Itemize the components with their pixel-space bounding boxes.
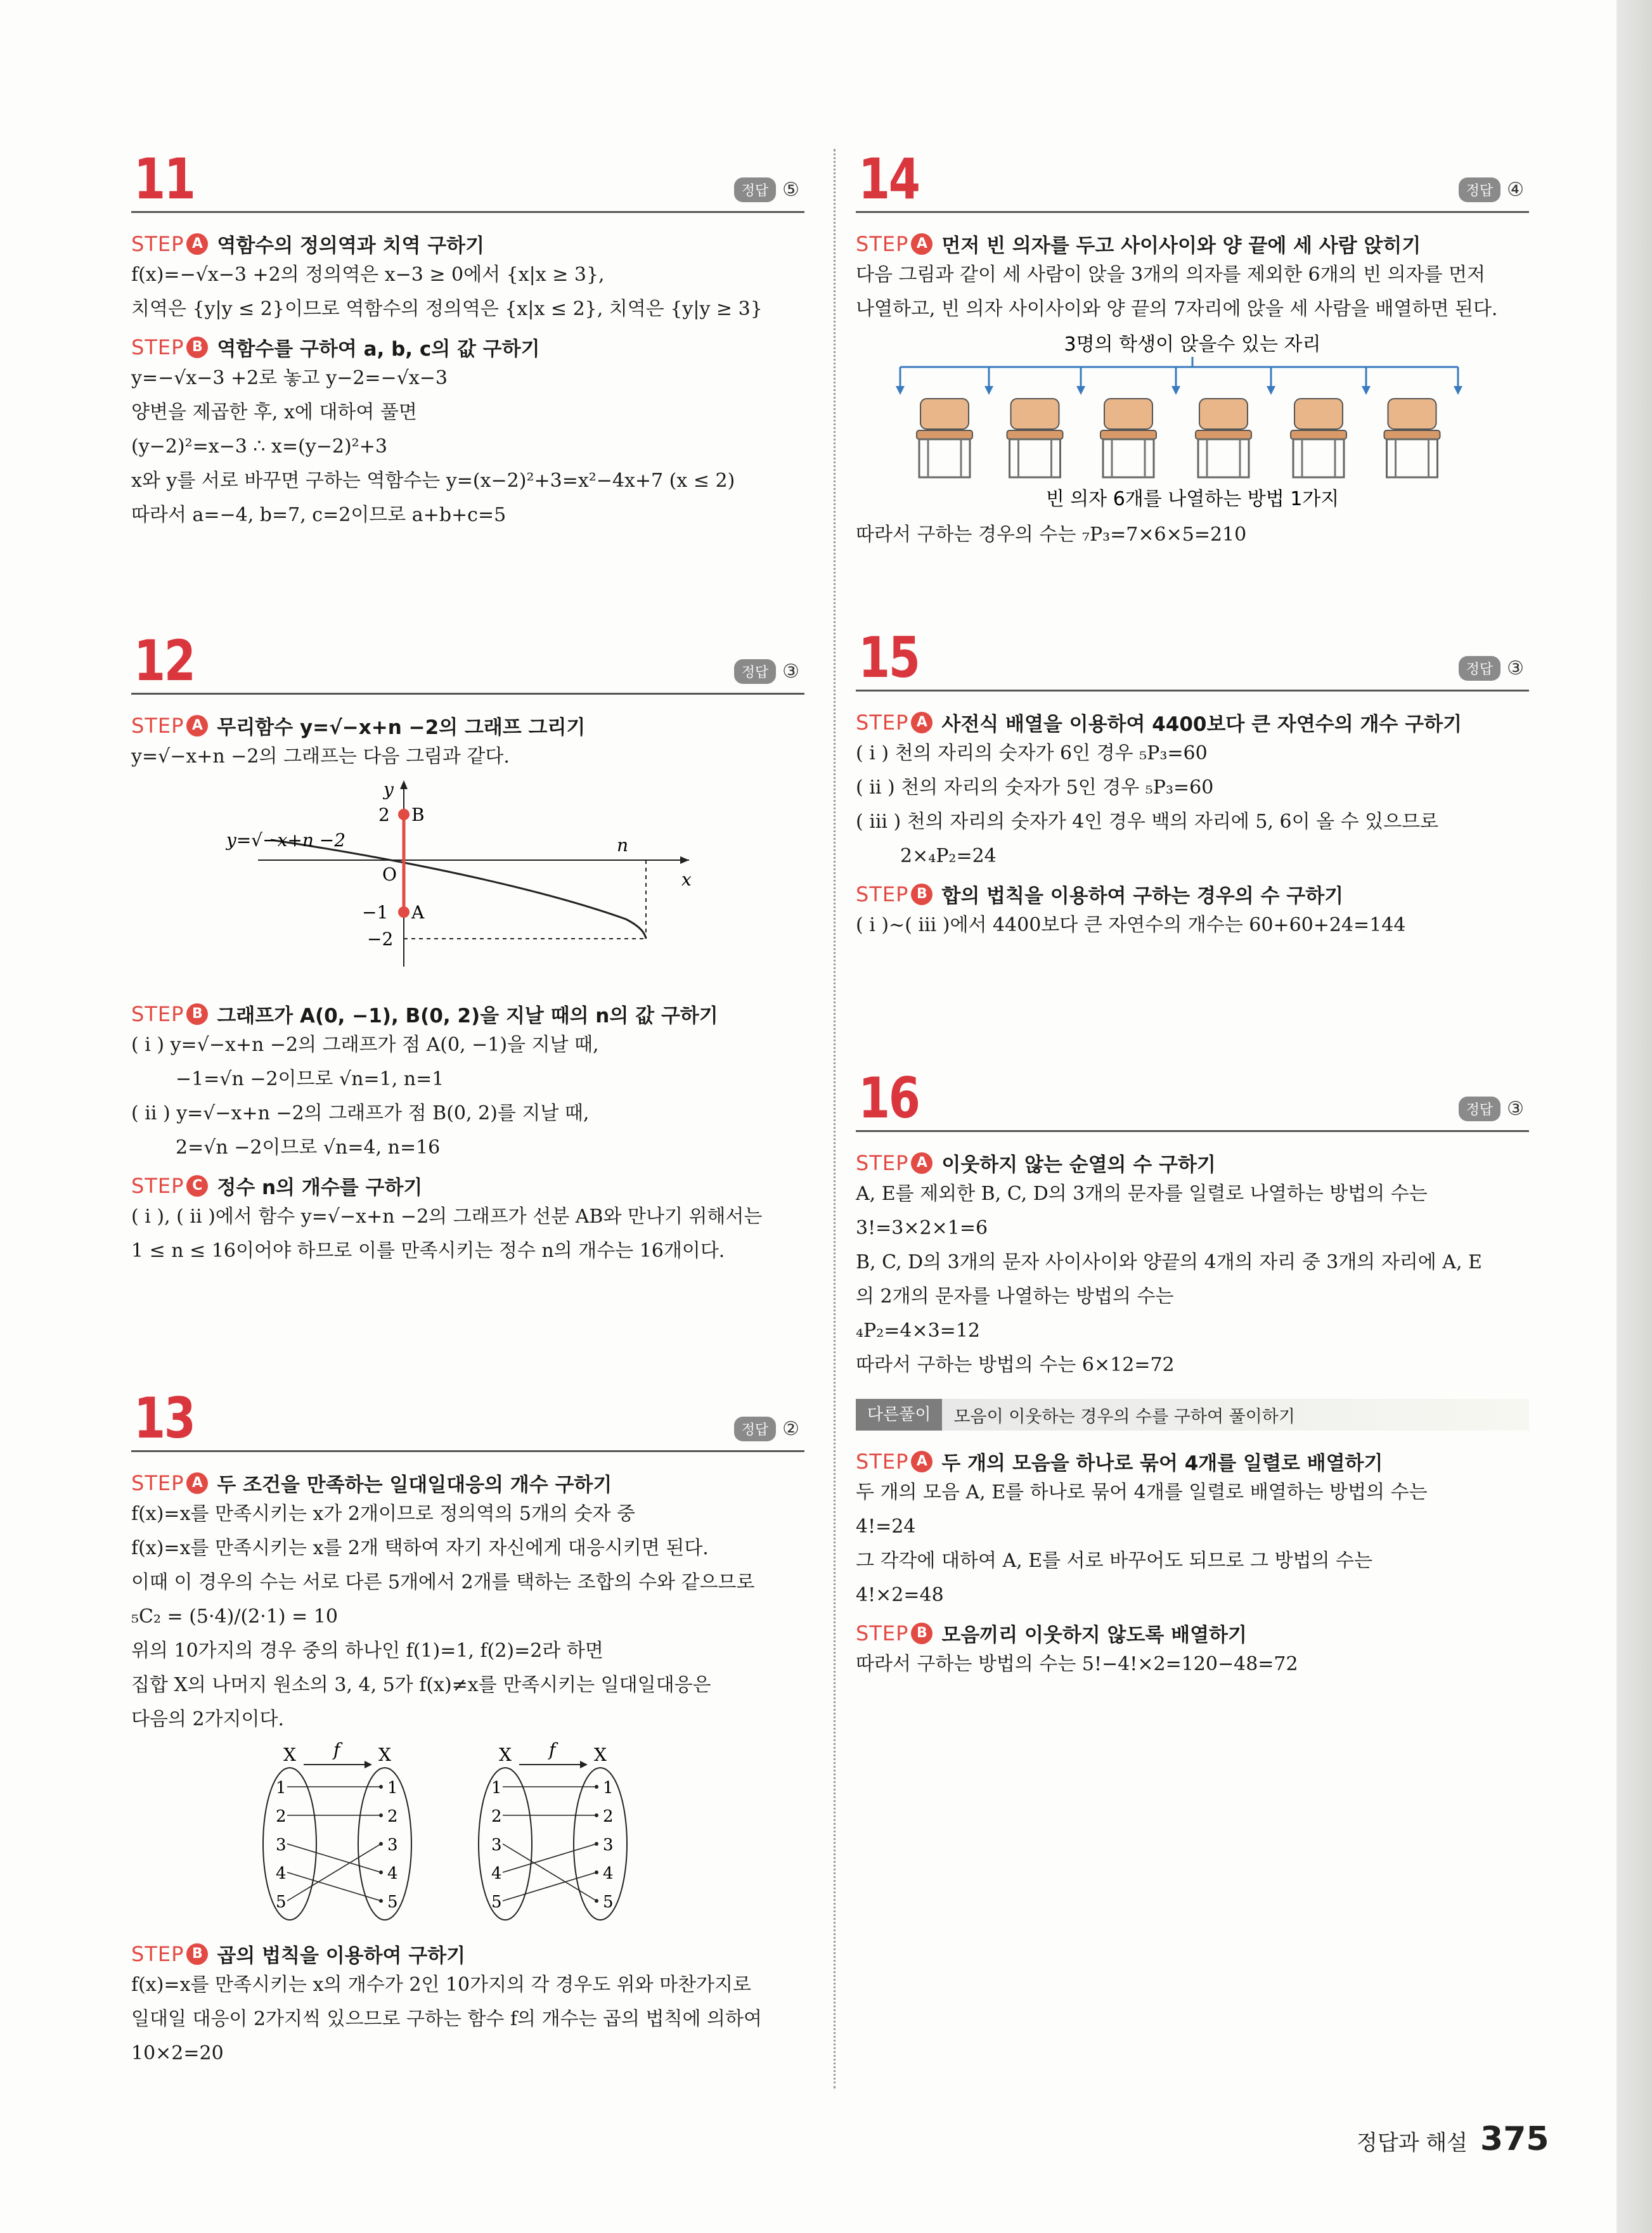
set-label: X — [499, 1744, 512, 1765]
codomain-element: 4 — [387, 1864, 398, 1883]
seat-arrow-head — [1076, 386, 1085, 395]
text-line: f(x)=x를 만족시키는 x의 개수가 2인 10가지의 각 경우도 위와 마찬가지로 — [131, 1974, 751, 1996]
chair — [1384, 399, 1440, 477]
text-line: f(x)=x를 만족시키는 x가 2개이므로 정의역의 5개의 숫자 중 — [131, 1503, 635, 1525]
text-line: ( i ), ( ii )에서 함수 y=√−x+n −2의 그래프가 선분 AB와 만나기 위해서는 — [131, 1206, 763, 1228]
answer-value: ② — [782, 1418, 799, 1440]
page-number: 375 — [1480, 2120, 1549, 2158]
element-arrow-head — [379, 1785, 383, 1789]
step-heading: STEP A 이웃하지 않는 순열의 수 구하기 — [856, 1150, 1216, 1176]
problem-15 — [856, 627, 1529, 943]
domain-set — [479, 1768, 532, 1920]
set-label: X — [378, 1744, 391, 1765]
b-name: B — [411, 804, 425, 825]
text-line: ( i ) y=√−x+n −2의 그래프가 점 A(0, −1)을 지날 때, — [131, 1034, 599, 1056]
text-line: ( iii ) 천의 자리의 숫자가 4인 경우 백의 자리에 5, 6이 올 수 있으므로 — [856, 811, 1439, 833]
text-line: 4!×2=48 — [856, 1584, 944, 1606]
n-label: n — [617, 835, 629, 856]
function-label: f — [549, 1739, 556, 1760]
element-arrow — [503, 1844, 597, 1872]
y-axis-arrow — [400, 780, 408, 789]
answer-badge: 정답 — [734, 1417, 777, 1441]
curve — [271, 840, 646, 939]
mapping-arrow-head — [580, 1761, 588, 1768]
seat-arrow-head — [1362, 386, 1371, 395]
text-line: f(x)=x를 만족시키는 x를 2개 택하여 자기 자신에게 대응시키면 된다. — [131, 1537, 709, 1559]
text-line: 치역은 {y|y ≤ 2}이므로 역함수의 정의역은 {x|x ≤ 2}, 치역은 {y|y ≥ 3} — [131, 298, 763, 320]
mapping-diagrams — [131, 1739, 804, 1929]
codomain-element: 1 — [603, 1779, 614, 1798]
a-value: −1 — [362, 902, 389, 923]
text-line: ₅C₂ = (5·4)/(2·1) = 10 — [131, 1606, 338, 1628]
chair — [1196, 399, 1251, 477]
x-axis-arrow — [680, 856, 689, 864]
text-line: 따라서 구하는 방법의 수는 6×12=72 — [856, 1354, 1175, 1376]
problem-number: 14 — [858, 146, 919, 212]
set-label: X — [594, 1744, 607, 1765]
domain-element: 2 — [491, 1807, 502, 1826]
answer-badge: 정답 — [1459, 177, 1501, 202]
text-line: ( i )~( iii )에서 4400보다 큰 자연수의 개수는 60+60+24=144 — [856, 914, 1406, 936]
footer-section: 정답과 해설 — [1357, 2130, 1468, 2156]
text-line: 나열하고, 빈 의자 사이사이와 양 끝의 7자리에 앉을 세 사람을 배열하면 된다. — [856, 298, 1498, 320]
text-line: 4!=24 — [856, 1515, 916, 1538]
seat-arrow-head — [896, 386, 905, 395]
chair — [1100, 399, 1156, 477]
problem-number: 13 — [134, 1386, 195, 1451]
text-line: 1 ≤ n ≤ 16이어야 하므로 이를 만족시키는 정수 n의 개수는 16개이다. — [131, 1240, 725, 1262]
radical-graph — [131, 776, 804, 986]
answer — [734, 659, 799, 684]
figure-bottom-label: 빈 의자 6개를 나열하는 방법 1가지 — [1045, 488, 1339, 510]
problem-number: 15 — [858, 625, 919, 690]
text-line: x와 y를 서로 바꾸면 구하는 역함수는 y=(x−2)²+3=x²−4x+7 (x ≤ 2) — [131, 470, 735, 492]
step-heading: STEP A 두 조건을 만족하는 일대일대응의 개수 구하기 — [131, 1470, 612, 1496]
problem-11 — [131, 146, 804, 532]
text-line: 그 각각에 대하여 A, E를 서로 바꾸어도 되므로 그 방법의 수는 — [856, 1550, 1373, 1572]
codomain-set — [574, 1768, 627, 1920]
chairs-figure — [856, 329, 1529, 513]
codomain-element: 1 — [387, 1779, 398, 1798]
answer — [1459, 177, 1524, 202]
answer-value: ③ — [1507, 657, 1524, 679]
chair — [917, 399, 972, 477]
seat-arrow-head — [984, 386, 993, 395]
step-heading: STEP A 먼저 빈 의자를 두고 사이사이와 양 끝에 세 사람 앉히기 — [856, 231, 1421, 257]
text-line: y=√−x+n −2의 그래프는 다음 그림과 같다. — [131, 745, 510, 768]
domain-set — [263, 1768, 316, 1920]
answer-value: ③ — [782, 660, 799, 683]
element-arrow-head — [595, 1785, 598, 1789]
answer-badge: 정답 — [1459, 1097, 1501, 1121]
element-arrow — [503, 1844, 597, 1901]
problem-header — [131, 146, 804, 213]
problem-header — [856, 146, 1529, 213]
text-line: 3!=3×2×1=6 — [856, 1217, 988, 1239]
text-line: 의 2개의 문자를 나열하는 방법의 수는 — [856, 1285, 1174, 1308]
point-b — [398, 809, 410, 820]
codomain-set — [358, 1768, 411, 1920]
point-a — [398, 906, 410, 918]
step-heading: STEP B 모음끼리 이웃하지 않도록 배열하기 — [856, 1621, 1247, 1647]
text-line: 따라서 a=−4, b=7, c=2이므로 a+b+c=5 — [131, 504, 507, 526]
codomain-element: 5 — [387, 1893, 398, 1912]
step-heading: STEP A 무리함수 y=√−x+n −2의 그래프 그리기 — [131, 713, 586, 739]
answer-value: ⑤ — [782, 179, 799, 201]
alt-text: 모음이 이웃하는 경우의 수를 구하여 풀이하기 — [953, 1406, 1295, 1427]
domain-element: 5 — [491, 1893, 502, 1912]
codomain-element: 3 — [603, 1836, 614, 1855]
element-arrow-head — [379, 1899, 383, 1903]
set-label: X — [283, 1744, 296, 1765]
b-value: 2 — [378, 804, 390, 825]
problem-number: 16 — [858, 1065, 919, 1131]
text-line: (y−2)²=x−3 ∴ x=(y−2)²+3 — [131, 435, 387, 458]
answer-badge: 정답 — [734, 659, 777, 684]
text-line: 일대일 대응이 2가지씩 있으므로 구하는 함수 f의 개수는 곱의 법칙에 의하여 — [131, 2008, 762, 2030]
figure-top-label: 3명의 학생이 앉을수 있는 자리 — [1064, 333, 1321, 356]
text-line: 다음의 2가지이다. — [131, 1708, 285, 1730]
text-line: 다음 그림과 같이 세 사람이 앉을 3개의 의자를 제외한 6개의 빈 의자를 먼저 — [856, 264, 1486, 286]
step-heading: STEP B 합의 법칙을 이용하여 구하는 경우의 수 구하기 — [856, 882, 1344, 908]
text-line: B, C, D의 3개의 문자 사이사이와 양끝의 4개의 자리 중 3개의 자리에 A, E — [856, 1251, 1482, 1273]
seat-arrow-head — [1171, 386, 1180, 395]
text-line: 두 개의 모음 A, E를 하나로 묶어 4개를 일렬로 배열하는 방법의 수는 — [856, 1481, 1428, 1503]
text-line: −1=√n −2이므로 √n=1, n=1 — [176, 1068, 444, 1090]
text-line: y=−√x−3 +2로 놓고 y−2=−√x−3 — [131, 367, 448, 389]
problem-12 — [131, 628, 804, 1268]
problem-14 — [856, 146, 1529, 552]
domain-element: 4 — [491, 1864, 502, 1883]
answer — [1459, 1097, 1524, 1121]
problem-header — [131, 1388, 804, 1452]
function-label: f — [333, 1739, 340, 1760]
text-line: ( ii ) 천의 자리의 숫자가 5인 경우 ₅P₃=60 — [856, 776, 1214, 799]
problem-number: 11 — [134, 146, 195, 212]
alternative-solution-bar — [856, 1399, 1529, 1431]
alt-label: 다른풀이 — [856, 1399, 942, 1431]
element-arrow-head — [379, 1842, 383, 1846]
answer-badge: 정답 — [1459, 656, 1501, 681]
mapping-arrow-head — [365, 1761, 372, 1768]
text-line: 위의 10가지의 경우 중의 하나인 f(1)=1, f(2)=2라 하면 — [131, 1640, 603, 1662]
domain-element: 5 — [276, 1893, 287, 1912]
element-arrow — [287, 1844, 381, 1901]
origin-label: O — [382, 864, 397, 885]
domain-element: 3 — [276, 1836, 287, 1855]
answer-value: ③ — [1507, 1098, 1524, 1120]
element-arrow — [287, 1872, 381, 1901]
step-heading: STEP B 그래프가 A(0, −1), B(0, 2)을 지날 때의 n의 값 구하기 — [131, 1001, 718, 1027]
step-heading: STEP B 역함수를 구하여 a, b, c의 값 구하기 — [131, 335, 540, 361]
problem-header — [856, 627, 1529, 692]
element-arrow — [503, 1872, 597, 1901]
text-line: 2=√n −2이므로 √n=4, n=16 — [176, 1136, 441, 1159]
a-name: A — [411, 902, 425, 923]
problem-header — [131, 628, 804, 695]
text-line: f(x)=−√x−3 +2의 정의역은 x−3 ≥ 0에서 {x|x ≥ 3}, — [131, 264, 605, 286]
text-line: ₄P₂=4×3=12 — [856, 1320, 980, 1342]
y-axis-label: y — [384, 779, 394, 800]
answer-value: ④ — [1507, 179, 1524, 201]
step-heading: STEP B 곱의 법칙을 이용하여 구하기 — [131, 1941, 466, 1967]
domain-element: 2 — [276, 1807, 287, 1826]
answer — [1459, 656, 1524, 681]
step-heading: STEP A 두 개의 모음을 하나로 묶어 4개를 일렬로 배열하기 — [856, 1449, 1383, 1475]
minus2-label: −2 — [367, 929, 394, 949]
page-edge — [1617, 0, 1652, 2233]
element-arrow-head — [595, 1899, 598, 1903]
domain-element: 4 — [276, 1864, 287, 1883]
step-heading: STEP A 역함수의 정의역과 치역 구하기 — [131, 231, 485, 257]
element-arrow-head — [379, 1813, 383, 1817]
answer — [734, 177, 799, 202]
chair — [1007, 399, 1063, 477]
codomain-element: 5 — [603, 1893, 614, 1912]
chair — [1291, 399, 1346, 477]
text-line: 10×2=20 — [131, 2042, 224, 2064]
element-arrow-head — [595, 1842, 598, 1846]
problem-header — [856, 1065, 1529, 1132]
text-line: 이때 이 경우의 수는 서로 다른 5개에서 2개를 택하는 조합의 수와 같으므로 — [131, 1571, 755, 1593]
step-heading: STEP C 정수 n의 개수를 구하기 — [131, 1173, 423, 1199]
column-divider — [834, 149, 836, 2088]
curve-label: y=√−x+n −2 — [226, 830, 346, 851]
problem-13 — [131, 1388, 804, 2071]
element-arrow-head — [595, 1813, 598, 1817]
text-line: ( ii ) y=√−x+n −2의 그래프가 점 B(0, 2)를 지날 때, — [131, 1102, 590, 1124]
problem-number: 12 — [134, 628, 195, 693]
domain-element: 3 — [491, 1836, 502, 1855]
answer-badge: 정답 — [734, 177, 777, 202]
answer — [734, 1417, 799, 1441]
text-line: 집합 X의 나머지 원소의 3, 4, 5가 f(x)≠x를 만족시키는 일대일대응은 — [131, 1674, 711, 1696]
page-footer — [1357, 2120, 1549, 2158]
text-line: 양변을 제곱한 후, x에 대하여 풀면 — [131, 401, 417, 423]
element-arrow-head — [379, 1870, 383, 1874]
seat-arrow-head — [1454, 386, 1462, 395]
text-line: A, E를 제외한 B, C, D의 3개의 문자를 일렬로 나열하는 방법의 수는 — [856, 1183, 1428, 1205]
domain-element: 1 — [491, 1779, 502, 1798]
codomain-element: 2 — [603, 1807, 614, 1826]
problem-16 — [856, 1065, 1529, 1682]
seat-arrow-head — [1267, 386, 1275, 395]
codomain-element: 2 — [387, 1807, 398, 1826]
step-heading: STEP A 사전식 배열을 이용하여 4400보다 큰 자연수의 개수 구하기 — [856, 710, 1462, 736]
domain-element: 1 — [276, 1779, 287, 1798]
element-arrow — [287, 1844, 381, 1872]
x-axis-label: x — [681, 869, 692, 890]
text-line: 따라서 구하는 방법의 수는 5!−4!×2=120−48=72 — [856, 1653, 1298, 1675]
codomain-element: 3 — [387, 1836, 398, 1855]
text-line: 2×₄P₂=24 — [900, 845, 997, 867]
text-line: 따라서 구하는 경우의 수는 ₇P₃=7×6×5=210 — [856, 524, 1247, 546]
element-arrow-head — [595, 1870, 598, 1874]
text-line: ( i ) 천의 자리의 숫자가 6인 경우 ₅P₃=60 — [856, 742, 1208, 764]
codomain-element: 4 — [603, 1864, 614, 1883]
